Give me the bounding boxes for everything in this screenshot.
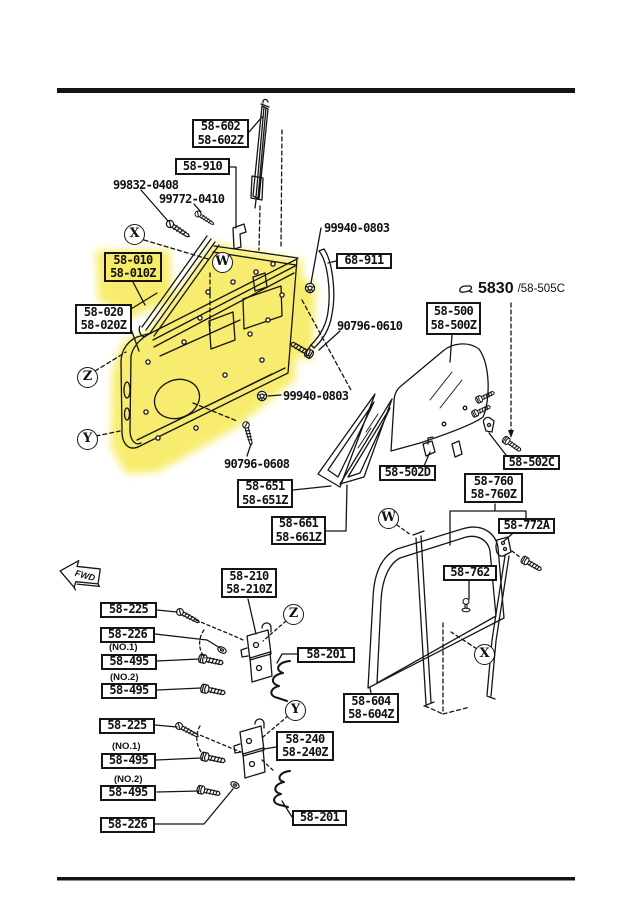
view-marker-z-upper: Z: [77, 367, 98, 388]
view-marker-w-upper: W: [212, 252, 233, 273]
part-label-58-495-no2-lower: 58-495: [100, 785, 156, 801]
lower-hinge-art: [155, 716, 292, 824]
part-number-99940-0803-upper: 99940-0803: [324, 221, 390, 235]
pillar-weatherstrip-art: [251, 99, 282, 250]
part-label-58-500: 58-500 58-500Z: [426, 302, 481, 335]
part-label-58-772A: 58-772A: [498, 518, 555, 534]
fwd-arrow: [56, 557, 104, 596]
part-number-90796-0608: 90796-0608: [224, 457, 290, 471]
top-border-bar: [57, 88, 575, 93]
part-label-58-010-highlighted: 58-010 58-010Z: [104, 252, 162, 282]
part-label-58-020: 58-020 58-020Z: [75, 304, 132, 334]
view-marker-y-upper: Y: [77, 429, 98, 450]
part-label-58-602: 58-602 58-602Z: [192, 119, 249, 148]
part-label-58-762: 58-762: [443, 565, 497, 581]
reference-note: [458, 280, 565, 298]
note-no1-lower: (NO.1): [112, 741, 141, 752]
part-label-58-226-upper: 58-226: [100, 627, 155, 643]
part-number-99832-0408: 99832-0408: [113, 178, 179, 192]
part-label-58-661: 58-661 58-661Z: [271, 516, 326, 545]
part-label-58-604: 58-604 58-604Z: [343, 693, 399, 723]
part-number-99940-0803-lower: 99940-0803: [283, 389, 349, 403]
part-label-58-240: 58-240 58-240Z: [276, 731, 334, 761]
note-no2-lower: (NO.2): [114, 774, 143, 785]
part-label-58-910: 58-910: [175, 158, 230, 175]
part-label-58-495-no1-upper: 58-495: [101, 654, 157, 670]
part-number-99772-0410: 99772-0410: [159, 192, 225, 206]
part-label-58-210: 58-210 58-210Z: [221, 568, 277, 598]
door-bracket-art: [230, 167, 246, 249]
view-marker-x-upper: X: [124, 224, 145, 245]
part-label-58-201-lower: 58-201: [292, 810, 347, 826]
view-marker-y-lower: Y: [285, 700, 306, 721]
part-label-58-225-lower: 58-225: [99, 718, 155, 734]
reference-code: 5830: [478, 280, 514, 297]
pointer-icon: [458, 284, 474, 295]
fwd-arrow-label: FWD: [73, 567, 97, 584]
part-label-58-226-lower: 58-226: [100, 817, 155, 833]
glass-run-frame-art: [368, 527, 504, 714]
part-label-58-495-no1-lower: 58-495: [101, 753, 156, 769]
note-no1-upper: (NO.1): [109, 642, 138, 653]
bottom-border-bar: [57, 877, 575, 881]
part-label-58-495-no2-upper: 58-495: [101, 683, 157, 699]
quarter-window-art: [293, 394, 392, 531]
reference-suffix: /58-505C: [517, 283, 565, 295]
part-label-58-651: 58-651 58-651Z: [237, 479, 293, 508]
part-label-58-225-upper: 58-225: [100, 602, 157, 618]
sash-bars-art: [397, 504, 543, 706]
part-label-68-911: 68-911: [336, 253, 392, 269]
part-number-90796-0610: 90796-0610: [337, 319, 403, 333]
part-label-58-502D: 58-502D: [379, 465, 436, 481]
view-marker-z-lower: Z: [283, 604, 304, 625]
view-marker-x-lower: X: [474, 644, 495, 665]
upper-hinge-art: [155, 599, 297, 701]
part-label-58-201-upper: 58-201: [297, 647, 355, 663]
part-label-58-760: 58-760 58-760Z: [464, 473, 523, 503]
note-no2-upper: (NO.2): [110, 672, 139, 683]
view-marker-w-lower: W: [378, 508, 399, 529]
part-label-58-502C: 58-502C: [503, 455, 560, 470]
